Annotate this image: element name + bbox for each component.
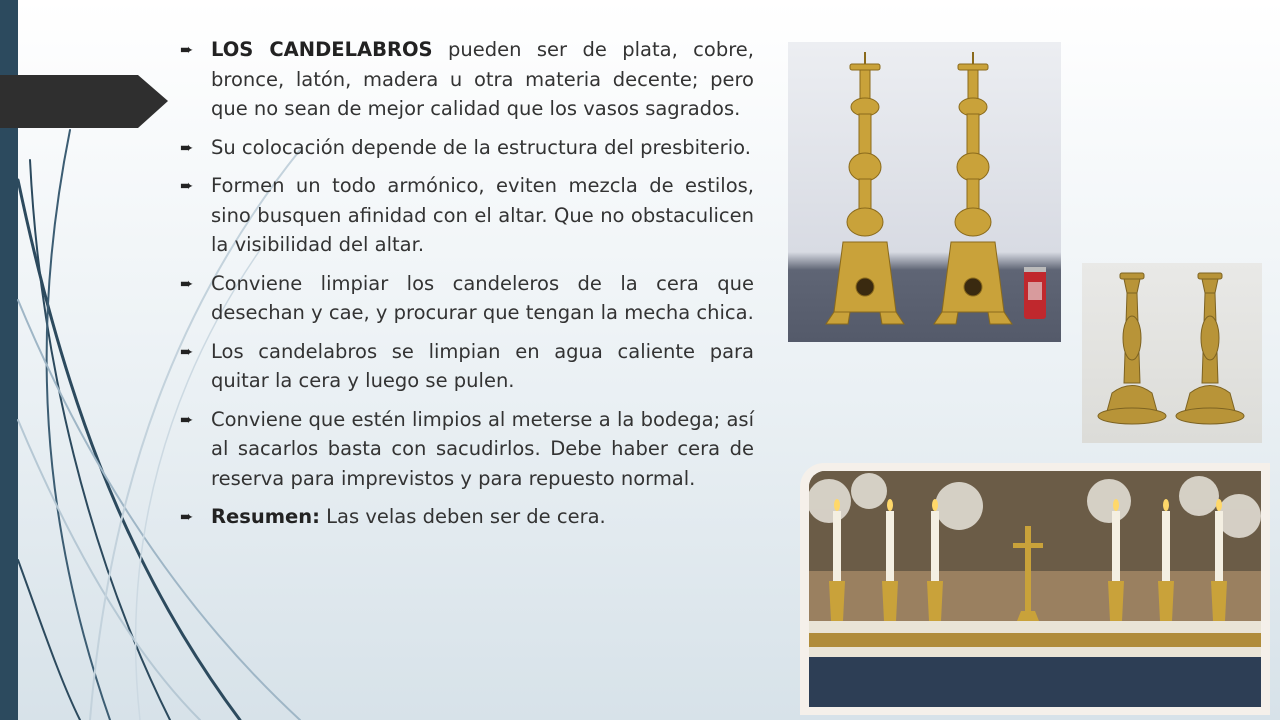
bullet-text: Formen un todo armónico, eviten mezcla de estilos, sino busquen afinidad con el altar. Que no obstaculicen la visibilidad del altar. — [211, 174, 754, 256]
arrow-bullet-icon: ➨ — [180, 137, 194, 157]
list-item — [180, 337, 754, 396]
soda-can — [1024, 267, 1046, 319]
list-item — [180, 405, 754, 494]
altar-candles-photo — [800, 463, 1270, 715]
bullet-text: Las velas deben ser de cera. — [319, 505, 606, 528]
list-item — [180, 133, 754, 163]
bullet-text: pueden ser de plata, cobre, bronce, latón, madera u otra materia decente; pero que no sean de mejor calidad que los vasos sagrados. — [211, 38, 754, 120]
bullet-text: Los candelabros se limpian en agua caliente para quitar la cera y luego se pulen. — [211, 339, 754, 392]
arrow-bullet-icon: ➨ — [180, 409, 194, 429]
list-item — [180, 502, 754, 532]
list-item — [180, 171, 754, 260]
arrow-bullet-icon: ➨ — [180, 273, 194, 293]
candlestick-right — [934, 64, 1012, 324]
list-item — [180, 35, 754, 124]
bullet-bold: LOS CANDELABROS — [211, 38, 433, 61]
header-arrow-tab — [0, 75, 168, 128]
bullet-text: Conviene que estén limpios al meterse a la bodega; así al sacarlos basta con sacudirlos. Debe haber cera de reserva para imprevistos y para repuesto normal. — [211, 407, 754, 490]
bullet-list — [180, 35, 754, 541]
list-item — [180, 269, 754, 328]
bullet-text: Conviene limpiar los candeleros de la cera que desechan y cae, y procurar que tengan la mecha chica. — [211, 271, 754, 324]
arrow-bullet-icon: ➨ — [180, 341, 194, 361]
tall-candlesticks-photo — [788, 42, 1061, 342]
arrow-bullet-icon: ➨ — [180, 40, 194, 59]
bullet-text: Su colocación depende de la estructura del presbiterio. — [211, 135, 751, 159]
arrow-bullet-icon: ➨ — [180, 507, 194, 526]
bullet-bold: Resumen: — [211, 505, 320, 528]
candlestick-left — [826, 64, 904, 324]
small-candlesticks-photo — [1082, 263, 1262, 443]
arrow-bullet-icon: ➨ — [180, 176, 194, 195]
